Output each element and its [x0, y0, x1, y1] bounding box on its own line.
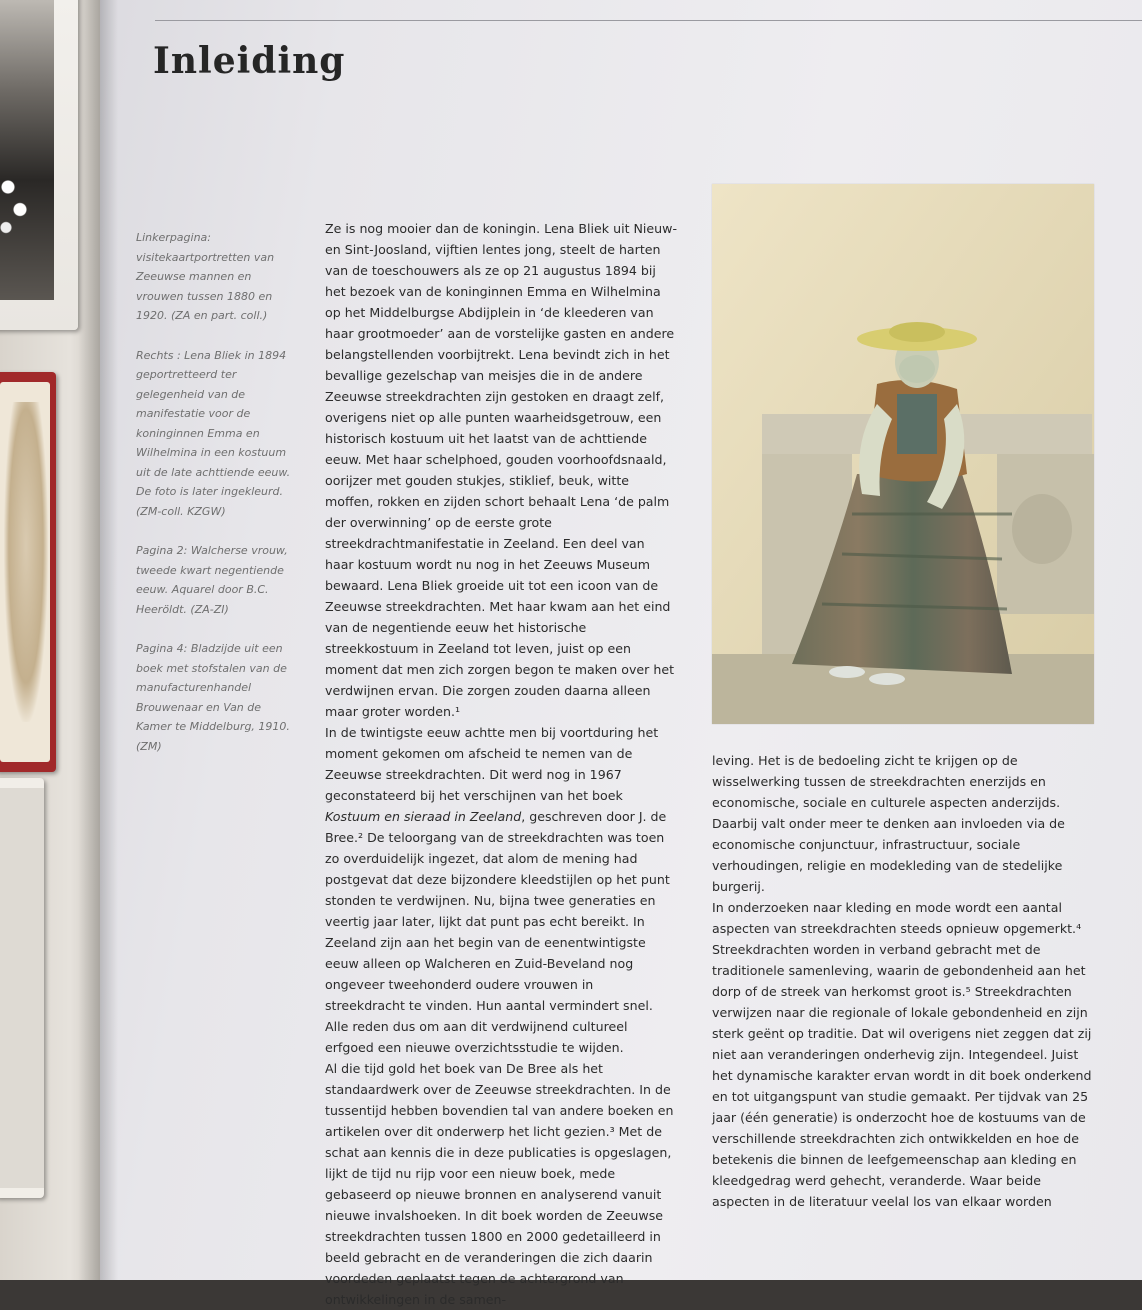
book-title: Kostuum en sieraad in Zeeland — [325, 809, 522, 824]
book-gutter — [78, 0, 118, 1280]
body-column-right — [712, 750, 1100, 1212]
portrait-photo — [4, 402, 48, 722]
carte-de-visite-portrait — [0, 372, 56, 772]
caption: Linkerpagina: visitekaartportretten van Zeeuwse mannen en vrouwen tussen 1880 en 1920. (ZA en part. coll.) — [136, 231, 275, 322]
carte-de-visite-portrait — [0, 0, 78, 330]
top-rule — [155, 20, 1142, 21]
carte-de-visite-portrait — [0, 778, 44, 1198]
body-paragraph: Al die tijd gold het boek van De Bree als het standaardwerk over de Zeeuwse streekdrachten. In de tussentijd hebben bovendien tal van andere boeken en artikelen over dit onderwerp het licht gezien.³ Met de schat aan kennis die in deze publicaties is opgeslagen, lijkt de tijd nu rijp voor een nieuw boek, mede gebaseerd op nieuwe bronnen en analyserend vanuit nieuwe invalshoeken. In dit boek worden de Zeeuwse streekdrachten tussen 1800 en 2000 gedetailleerd in beeld gebracht en de veranderingen die zich daarin voordeden geplaatst tegen de achtergrond van ontwikkelingen in de samen- — [325, 1061, 674, 1307]
body-column-middle — [325, 218, 677, 1310]
body-paragraph: In de twintigste eeuw achtte men bij voortduring het moment gekomen om afscheid te nemen van de Zeeuwse streekdrachten. Dit werd nog in 1967 geconstateerd bij het verschijnen van het boek Kostuum en sieraad in Zeeland, geschreven door J. de Bree.² De teloorgang van de streekdrachten was toen zo overduidelijk ingezet, dat alom de mening had postgevat dat deze bijzondere kleedstijlen op het punt stonden te verdwijnen. Nu, bijna twee generaties en veertig jaar later, lijkt dat punt pas echt bereikt. In Zeeland zijn aan het begin van de eenentwintigste eeuw alleen op Walcheren en Zuid-Beveland nog ongeveer tweehonderd oudere vrouwen in streekdracht te vinden. Hun aantal vermindert snel. Alle reden dus om aan dit verdwijnend cultureel erfgoed een nieuwe overzichtsstudie te wijden. — [325, 725, 670, 1055]
portrait-photo — [0, 788, 44, 1188]
body-paragraph: In onderzoeken naar kleding en mode wordt een aantal aspecten van streekdrachten steeds opnieuw opgemerkt.⁴ Streekdrachten worden in verband gebracht met de traditionele samenleving, waarin de gebondenheid aan het dorp of de streek van herkomst groot is.⁵ Streekdrachten verwijzen naar die regionale of lokale gebondenheid en zijn sterk geënt op traditie. Dat wil overigens niet zeggen dat zij niet aan veranderingen onderhevig zijn. Integendeel. Juist het dynamische karakter ervan wordt in dit boek onderkend en tot uitgangspunt van studie gemaakt. Per tijdvak van 25 jaar (één generatie) is onderzocht hoe de kostuums van de verschillende streekdrachten zich ontwikkelden en hoe de betekenis die binnen de leefgemeenschap aan kleding en kleedgedrag werd gehecht, veranderde. Waar beide aspecten in de literatuur veelal los van elkaar worden — [712, 900, 1092, 1209]
page-title: Inleiding — [153, 40, 346, 82]
flower-decoration — [0, 160, 36, 250]
portrait-photo — [0, 0, 54, 300]
caption-column — [136, 228, 296, 776]
caption: Rechts : Lena Bliek in 1894 geportretteerd ter gelegenheid van de manifestatie voor de koninginnen Emma en Wilhelmina in een kostuum uit de late achttiende eeuw. De foto is later ingekleurd. (ZM-coll. KZGW) — [136, 348, 291, 518]
book-page — [100, 0, 1142, 1307]
lena-bliek-photograph — [712, 184, 1094, 724]
body-paragraph: leving. Het is de bedoeling zicht te krijgen op de wisselwerking tussen de streekdrachten enerzijds en economische, sociale en culturele aspecten anderzijds. Daarbij valt onder meer te denken aan invloeden via de economische conjunctuur, infrastructuur, sociale verhoudingen, religie en modekleding van de stedelijke burgerij. — [712, 753, 1065, 894]
caption: Pagina 2: Walcherse vrouw, tweede kwart negentiende eeuw. Aquarel door B.C. Heeröldt. (ZA-ZI) — [136, 544, 288, 616]
body-paragraph: Ze is nog mooier dan de koningin. Lena Bliek uit Nieuw- en Sint-Joosland, vijftien lentes jong, steelt de harten van de toeschouwers als ze op 21 augustus 1894 bij het bezoek van de koninginnen Emma en Wilhelmina op het Middelburgse Abdijplein in ‘de kleederen van haar grootmoeder’ aan de vorstelijke gasten en andere belangstellenden voorbijtrekt. Lena bevindt zich in het bevallige gezelschap van meisjes die in de andere Zeeuwse streekdrachten zijn gestoken en draagt zelf, overigens niet op alle punten waarheidsgetrouw, een historisch kostuum uit het laatst van de achttiende eeuw. Met haar schelphoed, gouden voorhoofdsnaald, oorijzer met gouden stukjes, stiklief, beuk, witte moffen, rokken en zijden schort behaalt Lena ‘de palm der overwinning’ op de eerste grote streekdrachtmanifestatie in Zeeland. Een deel van haar kostuum wordt nu nog in het Zeeuws Museum bewaard. Lena Bliek groeide uit tot een icoon van de Zeeuwse streekdrachten. Met haar kwam aan het eind van de negentiende eeuw het historische streekkostuum in Zeeland tot leven, juist op een moment dat men zich zorgen begon te maken over het verdwijnen ervan. Die zorgen zouden daarna alleen maar groter worden.¹ — [325, 221, 678, 719]
caption: Pagina 4: Bladzijde uit een boek met stofstalen van de manufacturenhandel Brouwenaar en Van de Kamer te Middelburg, 1910. (ZM) — [136, 642, 290, 753]
